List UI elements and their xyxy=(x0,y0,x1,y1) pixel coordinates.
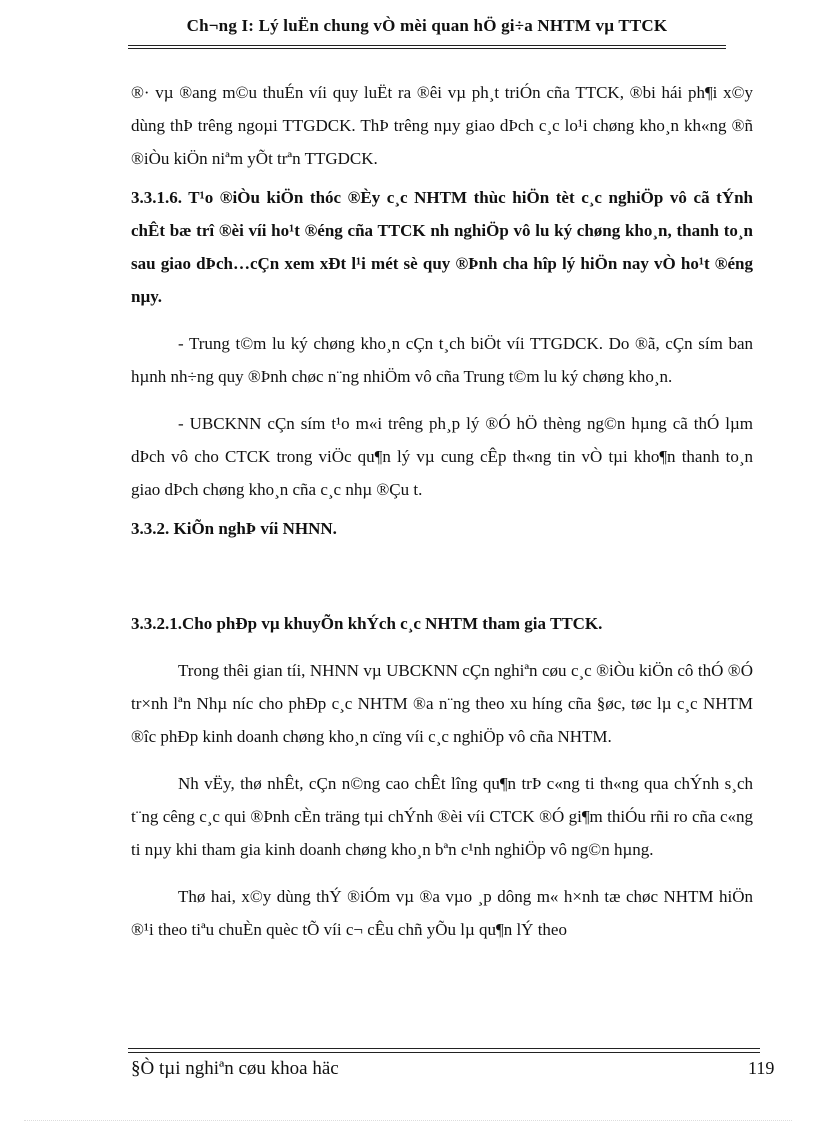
footer-title: §Ò tµi nghiªn cøu khoa häc xyxy=(131,1058,339,1079)
footer-rule-bottom xyxy=(128,1052,760,1053)
bullet-paragraph-luu-ky: - Trung t©m lu ký chøng kho¸n cÇn t¸ch biÖt víi TTGDCK. Do ®ã, cÇn sím ban hµnh nh÷ng quy ®Þnh chøc n¨ng nhiÖm vô cña Trung t©m lu ký chøng kho¸n. xyxy=(131,334,753,386)
section-heading-3-3-2-1: 3.3.2.1.Cho phÐp vµ khuyÕn khÝch c¸c NHTM tham gia TTCK. xyxy=(131,614,603,633)
section-heading-3-3-2: 3.3.2. KiÕn nghÞ víi NHNN. xyxy=(131,519,337,538)
page-edge-divider xyxy=(24,1120,792,1121)
page-header: Ch¬ng I: Lý luËn chung vÒ mèi quan hÖ gi÷a NHTM vµ TTCK xyxy=(186,16,668,35)
header-rule-bottom xyxy=(128,48,726,49)
body-paragraph-nhu-vay: Nh vËy, thø nhÊt, cÇn n©ng cao chÊt lîng qu¶n trÞ c«ng ti th«ng qua chÝnh s¸ch t¨ng cêng c¸c qui ®Þnh cÈn träng tµi chÝnh ®èi víi CTCK ®Ó gi¶m thiÓu rñi ro cña c«ng ti nµy khi tham gia kinh doanh chøng kho¸n bªn c¹nh nghiÖp vô ng©n hµng. xyxy=(131,774,753,859)
footer-rule-top xyxy=(128,1048,760,1049)
page-number: 119 xyxy=(748,1058,775,1078)
section-heading-3-3-1-6: 3.3.1.6. T¹o ®iÒu kiÖn thóc ®Èy c¸c NHTM thùc hiÖn tèt c¸c nghiÖp vô cã tÝnh chÊt bæ trî ®èi víi ho¹t ®éng cña TTCK nh nghiÖp vô lu ký chøng kho¸n, thanh to¸n sau giao dÞch…cÇn xem xÐt l¹i mét sè quy ®Þnh cha hîp lý hiÖn nay vÒ ho¹t ®éng nµy. xyxy=(131,188,753,306)
bullet-paragraph-ubcknn: - UBCKNN cÇn sím t¹o m«i trêng ph¸p lý ®Ó hÖ thèng ng©n hµng cã thÓ lµm dÞch vô cho CTCK trong viÖc qu¶n lý vµ cung cÊp th«ng tin vÒ tµi kho¶n thanh to¸n giao dÞch chøng kho¸n cña c¸c nhµ ®Çu t. xyxy=(131,414,753,499)
body-paragraph-trong-thoi-gian: Trong thêi gian tíi, NHNN vµ UBCKNN cÇn nghiªn cøu c¸c ®iÒu kiÖn cô thÓ ®Ó tr×nh lªn Nhµ níc cho phÐp c¸c NHTM ®a n¨ng theo xu híng cña §øc, tøc lµ c¸c NHTM ®îc phÐp kinh doanh chøng kho¸n cïng víi c¸c nghiÖp vô cña NHTM. xyxy=(131,661,753,746)
page-body xyxy=(131,76,753,946)
body-paragraph-thu-hai: Thø hai, x©y dùng thÝ ®iÓm vµ ®a vµo ¸p dông m« h×nh tæ chøc NHTM hiÖn ®¹i theo tiªu chuÈn quèc tÕ víi c¬ cÊu chñ yÕu lµ qu¶n lÝ theo xyxy=(131,887,753,939)
header-rule-top xyxy=(128,45,726,46)
paragraph-continuation: ®· vµ ®ang m©u thuÉn víi quy luËt ra ®êi vµ ph¸t triÓn cña TTCK, ®bi hái ph¶i x©y dùng thÞ trêng ngoµi TTGDCK. ThÞ trêng nµy giao dÞch c¸c lo¹i chøng kho¸n kh«ng ®ñ ®iÒu kiÖn niªm yÕt trªn TTGDCK. xyxy=(131,83,753,168)
